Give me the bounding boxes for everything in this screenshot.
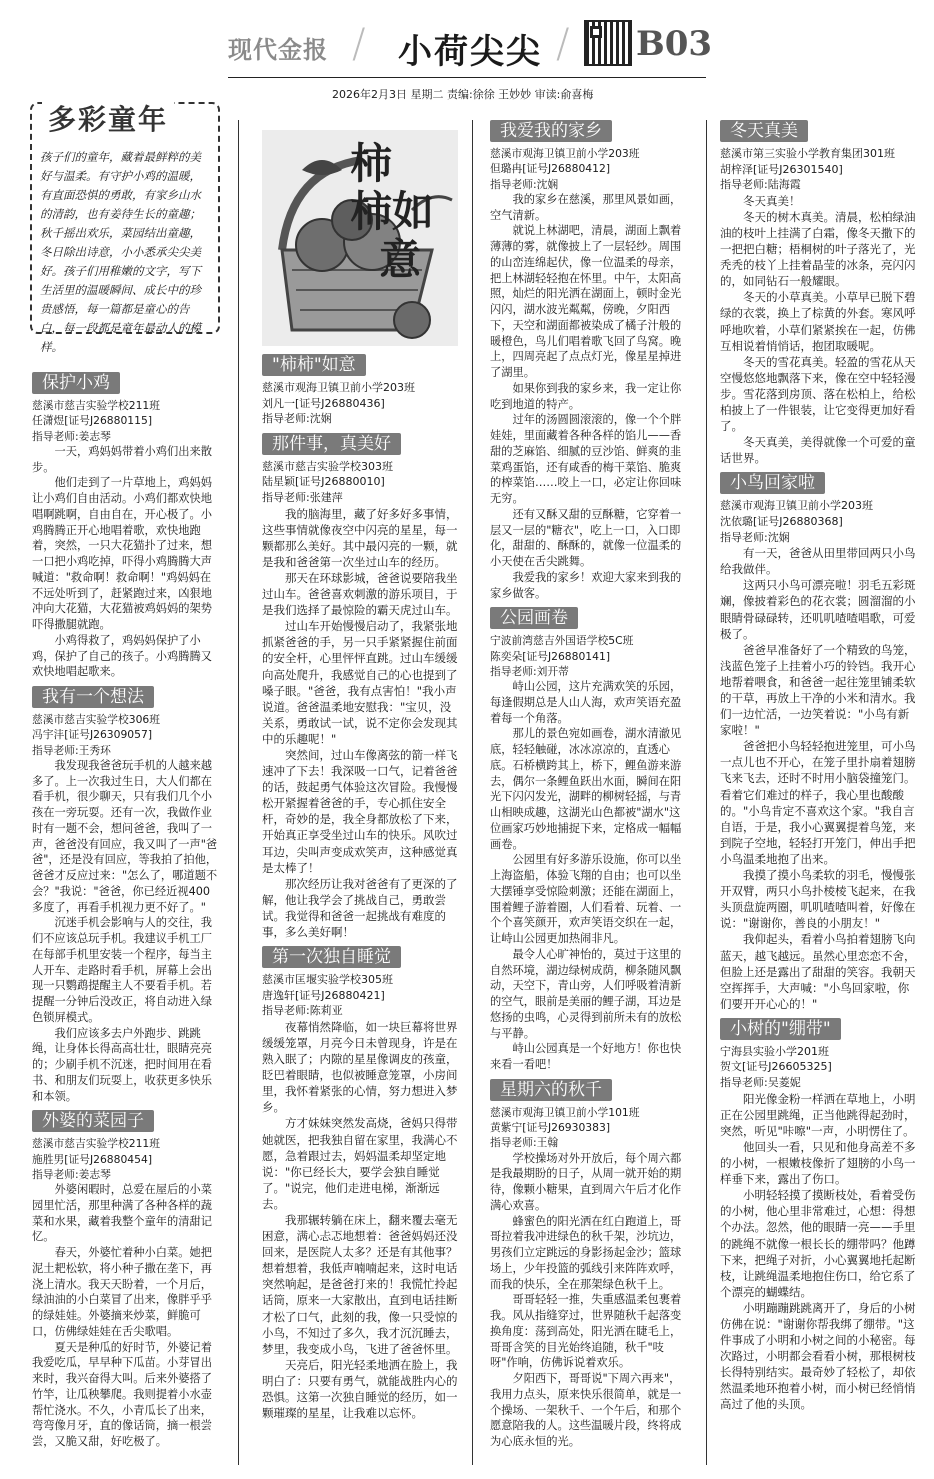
author: 任潇煜[证号J26880115]	[32, 414, 153, 428]
teacher: 指导老师:张建萍	[262, 490, 343, 504]
article-title: 星期六的秋千	[490, 1079, 612, 1101]
paragraph: 小明蹦蹦跳跳离开了，身后的小树仿佛在说："谢谢你帮我绑了绷带。"这件事成了小明和小树之间的小秘密。每次路过，小明都会看看小树，那根树枝长得特别结实。最奇妙了轻松了，却依然温柔地环抱着小树，而小树已经悄悄高过了他的头顶。	[720, 1300, 916, 1412]
author: 施胜男[证号J26880454]	[32, 1152, 153, 1166]
paragraph: 我的家乡在慈溪，那里风景如画，空气清新。	[490, 192, 682, 222]
article-title: 保护小鸡	[32, 372, 120, 394]
author: 陈奕朵[证号J26880141]	[490, 649, 611, 663]
teacher: 指导老师:沈娴	[720, 530, 790, 544]
qr-code-icon	[584, 20, 632, 66]
teacher: 指导老师:刘开蒂	[490, 664, 569, 678]
paragraph: 他们走到了一片草地上，鸡妈妈让小鸡们自由活动。小鸡们都欢快地唱啊跳啊，自由自在，开心极了。小鸡腾腾正开心地唱着歌，欢快地跑着，突然，一只大花猫扑了过来，想一口把小鸡吃掉，吓得小鸡腾腾大声喊道："救命啊！救命啊！"鸡妈妈在不远处听到了，赶紧跑过来，凶狠地冲向大花猫，大花猫被鸡妈妈的架势吓得撒腿就跑。	[32, 476, 213, 631]
author: 冯宇沣[证号J26309057]	[32, 728, 153, 742]
article-title: 冬天真美	[720, 120, 808, 142]
school: 慈溪市慈吉实验学校211班	[32, 399, 161, 412]
paragraph: 我那辗转躺在床上，翻来覆去毫无困意，满心忐忑地想着：爸爸妈妈还没回来，是医院人太多？还是有其他事？想着想着，我低声喃喃起来，这时电话突然响起，是爸爸打来的！我慌忙拎起话筒，原来一大家散出，直到电话挂断才松了口气，此刻的我，像一只受惊的小鸟，不知过了多久，我才沉沉睡去，梦里，我变成小鸟，飞进了爸爸怀里。	[262, 1213, 458, 1356]
paragraph: 春天，外婆忙着种小白菜。她把泥土耙松软，将小种子撒在垄下，再浇上清水。我天天盼着，一个月后，绿油油的小白菜冒了出来，像胖乎乎的绿娃娃。外婆摘来炒菜，鲜脆可口，仿佛绿娃娃在舌尖歌唱。	[32, 1246, 213, 1338]
paragraph: 突然间，过山车像离弦的箭一样飞速冲了下去！我深吸一口气，记着爸爸的话，鼓起勇气体验这次冒险。我慢慢松开紧握着爸爸的手，专心抓住安全杆，奇妙的是，我全身都放松了下来，开始真正享受坐过山车的快乐。风吹过耳边，尖叫声变成欢笑声，这种感觉真是太棒了！	[262, 747, 458, 875]
article-title: 那件事，真美好	[262, 433, 401, 455]
paragraph: 我发现我爸爸玩手机的人越来越多了。上一次我过生日，大人们都在看手机，很少聊天，只有我们几个小孩在一旁玩耍。还有一次，我做作业时有一题不会，想问爸爸，我叫了一声，爸爸没有回应，我又叫了一声"爸爸"，还是没有回应，等我拍了拍他，爸爸才反应过来："怎么了，哪道题不会？"我说："爸爸，你已经近视400多度了，再看手机视力更不好了。"	[32, 758, 218, 914]
column-divider	[706, 120, 707, 1465]
author: 唐逸轩[证号J26880421]	[262, 988, 385, 1002]
article-bird-home	[720, 466, 916, 1012]
column-4	[720, 114, 916, 1413]
school: 宁海县实验小学201班	[720, 1044, 829, 1058]
paragraph: 冬天真美，美得就像一个可爱的童话世界。	[720, 435, 916, 466]
article-protect-chicks	[32, 366, 220, 680]
paragraph: 这两只小鸟可漂亮啦！羽毛五彩斑斓，像披着彩色的花衣裳；圆溜溜的小眼睛骨碌碌转，还叽叽喳喳唱歌，可爱极了。	[720, 578, 916, 641]
artwork-calligraphy: 柿 柿如 意	[350, 139, 435, 284]
masthead-divider: /	[556, 21, 570, 67]
paragraph: 夕阳西下，哥哥说"下周六再来"，我用力点头，原来快乐很简单，就是一个操场、一架秋千、一个午后，和那个愿意陪我的人。这些温暖片段，终将成为心底永恒的光。	[490, 1372, 682, 1448]
masthead-rule	[228, 77, 706, 78]
teacher: 指导老师:沈娴	[262, 412, 332, 426]
paragraph: 沉迷手机会影响与人的交往，我们不应该总玩手机。我建议手机工厂在每部手机里安装一个程序，每当主人开车、走路时看手机，屏幕上会出现一只鹦鹉提醒主人不要看手机。若提醒一分钟后没改正，将自动进入绿色锁屏模式。	[32, 916, 213, 1024]
article-an-idea	[32, 680, 220, 1104]
paragraph: 那天在环球影城，爸爸说要陪我坐过山车。爸爸喜欢刺激的游乐项目，于是我们选择了最惊险的霸天虎过山车。	[262, 570, 458, 618]
column-1	[32, 366, 220, 1450]
column-2	[262, 348, 458, 1421]
article-park-scroll	[490, 601, 690, 1073]
school: 慈溪市观海卫镇卫前小学101班	[490, 1105, 640, 1119]
paragraph: 爸爸把小鸟轻轻抱进笼里，可小鸟一点儿也不开心，在笼子里扑扇着翅膀飞来飞去，还时不时用小脑袋撞笼门。看着它们难过的样子，我心里也酸酸的。"小鸟肯定不喜欢这个家。"我自言自语，于是，我小心翼翼提着鸟笼，来到院子空地，轻轻打开笼门，伸出手把小鸟温柔地抱了出来。	[720, 739, 916, 866]
article-beautiful-thing	[262, 427, 458, 940]
paragraph: 爸爸早准备好了一个精致的鸟笼，浅蓝色笼子上挂着小巧的铃铛。我开心地帮着喂食，和爸爸一起往笼里铺柔软的干草，再放上干净的小米和清水。我们一边忙活，一边笑着说："小鸟有新家啦！"	[720, 642, 916, 738]
teacher: 指导老师:陆海霞	[720, 178, 801, 192]
intro-text: 孩子们的童年，藏着最鲜粹的美好与温柔。有守护小鸡的温暖，有直面恐惧的勇敢，有家乡山水的清韵，也有姜待生长的童趣；秋千摇出欢乐，菜园结出童趣，冬日除出诗意，小小悉承尖尖美好。孩子们用稚嫩的文字，写下生活里的温暖瞬间、成长中的珍贵感悟，每一篇都是童心的告白，每一段都是童年最动人的模样。	[40, 150, 201, 354]
school: 慈溪市观海卫镇卫前小学203班	[490, 147, 640, 160]
masthead	[0, 0, 934, 86]
paragraph: 冬天的小草真美。小草早已脱下碧绿的衣裳，换上了棕黄的外套。寒风呼呼地吹着，小草们紧紧挨在一起，仿佛互相说着悄悄话，抱团取暖呢。	[720, 290, 916, 353]
paper-name: 现代金报	[228, 36, 328, 64]
school: 宁波前湾慈吉外国语学校5C班	[490, 634, 634, 648]
school: 慈溪市慈吉实验学校303班	[262, 459, 393, 473]
paragraph: 外婆闲暇时，总爱在屋后的小菜园里忙活，那里种满了各种各样的蔬菜和水果，藏着我整个童年的清甜记忆。	[32, 1183, 213, 1244]
teacher: 指导老师:姜志琴	[32, 1167, 111, 1181]
article-title: 我有一个想法	[32, 686, 154, 708]
article-tree-bandage	[720, 1012, 916, 1413]
paragraph: 就说上林湖吧，清晨，湖面上飘着薄薄的雾，就像披上了一层轻纱。周围的山峦连绵起伏，像一位温柔的母亲，把上林湖轻轻抱在怀里。中午，太阳高照，灿烂的阳光洒在湖面上，顿时金光闪闪，湖水波光粼粼，傍晚，夕阳西下，天空和湖面都被染成了橘子汁般的暖橙色，鸟儿们唱着歌飞回了鸟窝。晚上，四周亮起了点点灯光，像星星掉进了湖里。	[490, 224, 682, 379]
paragraph: 峙山公园真是一个好地方！你也快来看一看吧！	[490, 1042, 682, 1071]
article-grandma-garden	[32, 1104, 220, 1450]
teacher: 指导老师:陈莉亚	[262, 1004, 343, 1018]
intro-title: 多彩童年	[42, 98, 174, 138]
paragraph: 我摸了摸小鸟柔软的羽毛，慢慢张开双臂，两只小鸟扑棱棱飞起来，在我头顶盘旋两圈，叽叽喳喳叫着，好像在说："谢谢你，善良的小朋友！"	[720, 868, 916, 931]
paragraph: 夏天是种瓜的好时节，外婆记着我爱吃瓜，早早种下瓜苗。小芽冒出来时，我兴奋得大叫。后来外婆搭了竹竿，让瓜秧攀爬。我则提着小水壶帮忙浇水。不久，小青瓜长了出来，弯弯像月牙，直的像话筒，摘一根尝尝，又脆又甜，好吃极了。	[32, 1340, 213, 1448]
paragraph: 阳光像金粉一样洒在草地上，小明正在公园里跳绳，正当他跳得起劲时，突然，听见"咔嚓"一声，小明愣住了。	[720, 1091, 916, 1138]
article-title: "柿柿"如意	[262, 354, 366, 376]
article-persimmon	[262, 348, 458, 427]
article-winter	[720, 114, 916, 466]
author: 胡梓泽[证号J26301540]	[720, 162, 843, 176]
paragraph: 学校操场对外开放后，每个周六都是我最期盼的日子，从周一就开始的期待，像颗小糖果，直到周六午后才化作满心欢喜。	[490, 1151, 682, 1212]
author: 沈依璐[证号J26880368]	[720, 514, 843, 528]
article-hometown	[490, 114, 690, 601]
paragraph: 冬天的雪花真美。轻盈的雪花从天空慢悠悠地飘落下来，像在空中轻轻漫步。雪花落到房顶、落在松柏上，给松柏披上了一件银装，让它变得更加好看了。	[720, 354, 916, 434]
article-sleep-alone	[262, 940, 458, 1421]
article-saturday-swing	[490, 1073, 690, 1450]
paragraph: 如果你到我的家乡来，我一定让你吃到地道的特产。	[490, 381, 682, 411]
teacher: 指导老师:王秀环	[32, 743, 111, 757]
school: 慈溪市第三实验小学教育集团301班	[720, 147, 895, 160]
paragraph: 我们应该多去户外跑步、跳跳绳，让身体长得高高壮壮，眼睛亮亮的；少刷手机不沉迷，把时间用在看书、和朋友们玩耍上，收获更多快乐和本领。	[32, 1026, 213, 1103]
school: 慈溪市匡堰实验学校305班	[262, 973, 393, 987]
paragraph: 他回头一看，只见和他身高差不多的小树，一根嫩枝像折了翅膀的小鸟一样垂下来，露出了伤口。	[720, 1139, 916, 1187]
paragraph: 夜幕悄然降临，如一块巨幕将世界缓缓笼罩，月亮今日未曾现身，许是在熟入眠了；内隙的星星像调皮的孩童，眨巴着眼睛，也似被睡意笼罩，小房间里，我怀着紧张的心情，努力想进入梦乡。	[262, 1019, 458, 1115]
school: 慈溪市慈吉实验学校211班	[32, 1137, 161, 1151]
author: 但璐冉[证号J26880412]	[490, 162, 611, 176]
paragraph: 蜂蜜色的阳光洒在红白跑道上，哥哥拉着我冲进绿色的秋千架，沙坑边，男孩们立定跳远的身影扬起金沙；篮球场上，少年投篮的弧线引来阵阵欢呼，而我的快乐，全在那架绿色秋千上。	[490, 1214, 682, 1291]
dateline: 2026年2月3日 星期二 责编:徐徐 王妙妙 审读:俞喜梅	[332, 88, 594, 101]
paragraph: 我爱我的家乡！欢迎大家来到我的家乡做客。	[490, 570, 682, 600]
teacher: 指导老师:吴菱妮	[720, 1076, 801, 1090]
teacher: 指导老师:沈娴	[490, 177, 559, 191]
paragraph: 我仰起头，看着小鸟拍着翅膀飞向蓝天，越飞越远。虽然心里恋恋不舍，但脸上还是露出了甜甜的笑容。我朝天空挥挥手，大声喊："小鸟回家啦，你们要开开心心的！"	[720, 932, 916, 1011]
paragraph: 天亮后，阳光轻柔地洒在脸上，我明白了：只要有勇气，就能战胜内心的恐惧。这第一次独自睡觉的经历，如一颗璀璨的星星，让我难以忘怀。	[262, 1357, 458, 1421]
teacher: 指导老师:姜志琴	[32, 429, 111, 443]
paragraph: 过山车开始慢慢启动了，我紧张地抓紧爸爸的手，另一只手紧紧握住前面的安全杆，心里怦怦直跳。过山车缓缓向高处爬升，我感觉自己的心也提到了嗓子眼。"爸爸，我有点害怕！"我小声说道。爸爸温柔地安慰我："宝贝，没关系，勇敢试一试，说不定你会发现其中的乐趣呢！"	[262, 619, 458, 746]
paragraph: 方才妹妹突然发高烧，爸妈只得带她就医，把我独自留在家里，我满心不愿，急着跟过去，妈妈温柔却坚定地说："你已经长大，要学会独自睡觉了。"说完，他们走进电梯，渐渐远去。	[262, 1116, 458, 1211]
paragraph: 公园里有好多游乐设施，你可以坐上海盗船，体验飞翔的自由；也可以坐大摆锤享受惊险刺激；还能在湖面上，围着鲤子游着圈，人们看着、玩着、一个个喜笑颜开，欢声笑语交织在一起，让峙山公园更加热闹非凡。	[490, 853, 682, 945]
school: 慈溪市观海卫镇卫前小学203班	[720, 499, 873, 513]
paragraph: 我的脑海里，藏了好多好多事情，这些事情就像夜空中闪亮的星星，每一颗都那么美好。其中最闪亮的一颗，就是我和爸爸第一次坐过山车的经历。	[262, 506, 458, 569]
article-title: 小树的"绷带"	[720, 1018, 841, 1040]
article-title: 公园画卷	[490, 607, 578, 629]
paragraph: 冬天真美！	[743, 193, 801, 208]
paragraph: 过年的汤圆圆滚滚的，像一个个胖娃娃，里面藏着各种各样的馅儿——香甜的芝麻馅、细腻的豆沙馅、鲜爽的韭菜鸡蛋馅，还有咸香的梅干菜馅、脆爽的榨菜馅……咬上一口，必定让你回味无穷。	[490, 413, 682, 505]
paragraph: 那儿的景色宛如画卷，湖水清澈见底，轻轻触碰，冰冰凉凉的，直透心底。石桥横跨其上，桥下，鲤鱼游来游去，偶尔一条鲤鱼跃出水面，瞬间在阳光下闪闪发光，湖畔的柳树轻摇，与青山相映成趣，这湖光山色都被"湖水"这位画家巧妙地捕捉下来，定格成一幅幅画卷。	[490, 727, 682, 851]
column-divider	[238, 120, 239, 1465]
paragraph: 冬天的树木真美。清晨，松柏绿油油的枝叶上挂满了白霜，像冬天撒下的一把把白糖；梧桐树的叶子落光了，光秃秃的枝丫上挂着晶莹的冰条，亮闪闪的，如同钻石一般耀眼。	[720, 209, 916, 289]
paragraph: 峙山公园，这片充满欢笑的乐园，每逢假期总是人山人海，欢声笑语充盈着每一个角落。	[490, 680, 682, 725]
paragraph: 还有又酥又甜的豆酥糖，它穿着一层又一层的"糖衣"，吃上一口，入口即化，甜甜的、酥酥的，就像一位温柔的小天使在舌尖跳舞。	[490, 507, 682, 568]
masthead-divider: /	[352, 21, 366, 67]
section-name: 小荷尖尖	[398, 32, 542, 72]
page-number: B03	[636, 24, 713, 64]
author: 黄紫宁[证号J26930383]	[490, 1121, 611, 1134]
author: 陆星颖[证号J26880010]	[262, 475, 385, 489]
school: 慈溪市观海卫镇卫前小学203班	[262, 381, 415, 394]
paragraph: 那次经历让我对爸爸有了更深的了解，他让我学会了挑战自己，勇敢尝试。我觉得和爸爸一起挑战有难度的事，多么美好啊！	[262, 876, 458, 939]
paragraph: 小明轻轻摸了摸断枝处，看着受伤的小树，他心里非常难过，心想：得想个办法。忽然，他的眼睛一亮——手里的跳绳不就像一根长长的绷带吗？他蹲下来，把绳子对折，小心翼翼地托起断枝，让跳绳温柔地抱住伤口，给它系了个漂亮的蝴蝶结。	[720, 1188, 916, 1299]
column-3	[490, 114, 690, 1450]
author: 刘凡一[证号J26880436]	[262, 396, 385, 410]
author: 贺文[证号J26605325]	[720, 1060, 832, 1074]
paragraph: 小鸡得救了，鸡妈妈保护了小鸡，保护了自己的孩子。小鸡腾腾又欢快地唱起歌来。	[32, 633, 213, 679]
article-title: 第一次独自睡觉	[262, 946, 401, 968]
article-title: 小鸟回家啦	[720, 472, 825, 494]
column-divider	[472, 120, 473, 1465]
school: 慈溪市慈吉实验学校306班	[32, 713, 161, 726]
article-title: 外婆的菜园子	[32, 1110, 154, 1132]
paragraph: 最令人心旷神怡的，莫过于这里的自然环境，湖边绿树成荫，柳条随风飘动，天空下，青山旁，人们呼吸着清新的空气，眼前是美丽的鲤子湖，耳边是悠扬的虫鸣，心灵得到前所未有的放松与平静。	[490, 947, 682, 1040]
paragraph: 一天，鸡妈妈带着小鸡们出来散步。	[32, 444, 213, 474]
article-title: 我爱我的家乡	[490, 120, 612, 142]
paragraph: 哥哥轻轻一推，失重感温柔包裹着我。风从指缝穿过，世界随秋千起落变换角度：荡到高处，阳光洒在睫毛上，哥哥含笑的目光始终追随，秋千"吱呀"作响，仿佛诉说着欢乐。	[490, 1293, 682, 1370]
teacher: 指导老师:王翰	[490, 1136, 559, 1150]
paragraph: 有一天，爸爸从田里带回两只小鸟给我做伴。	[720, 546, 916, 577]
